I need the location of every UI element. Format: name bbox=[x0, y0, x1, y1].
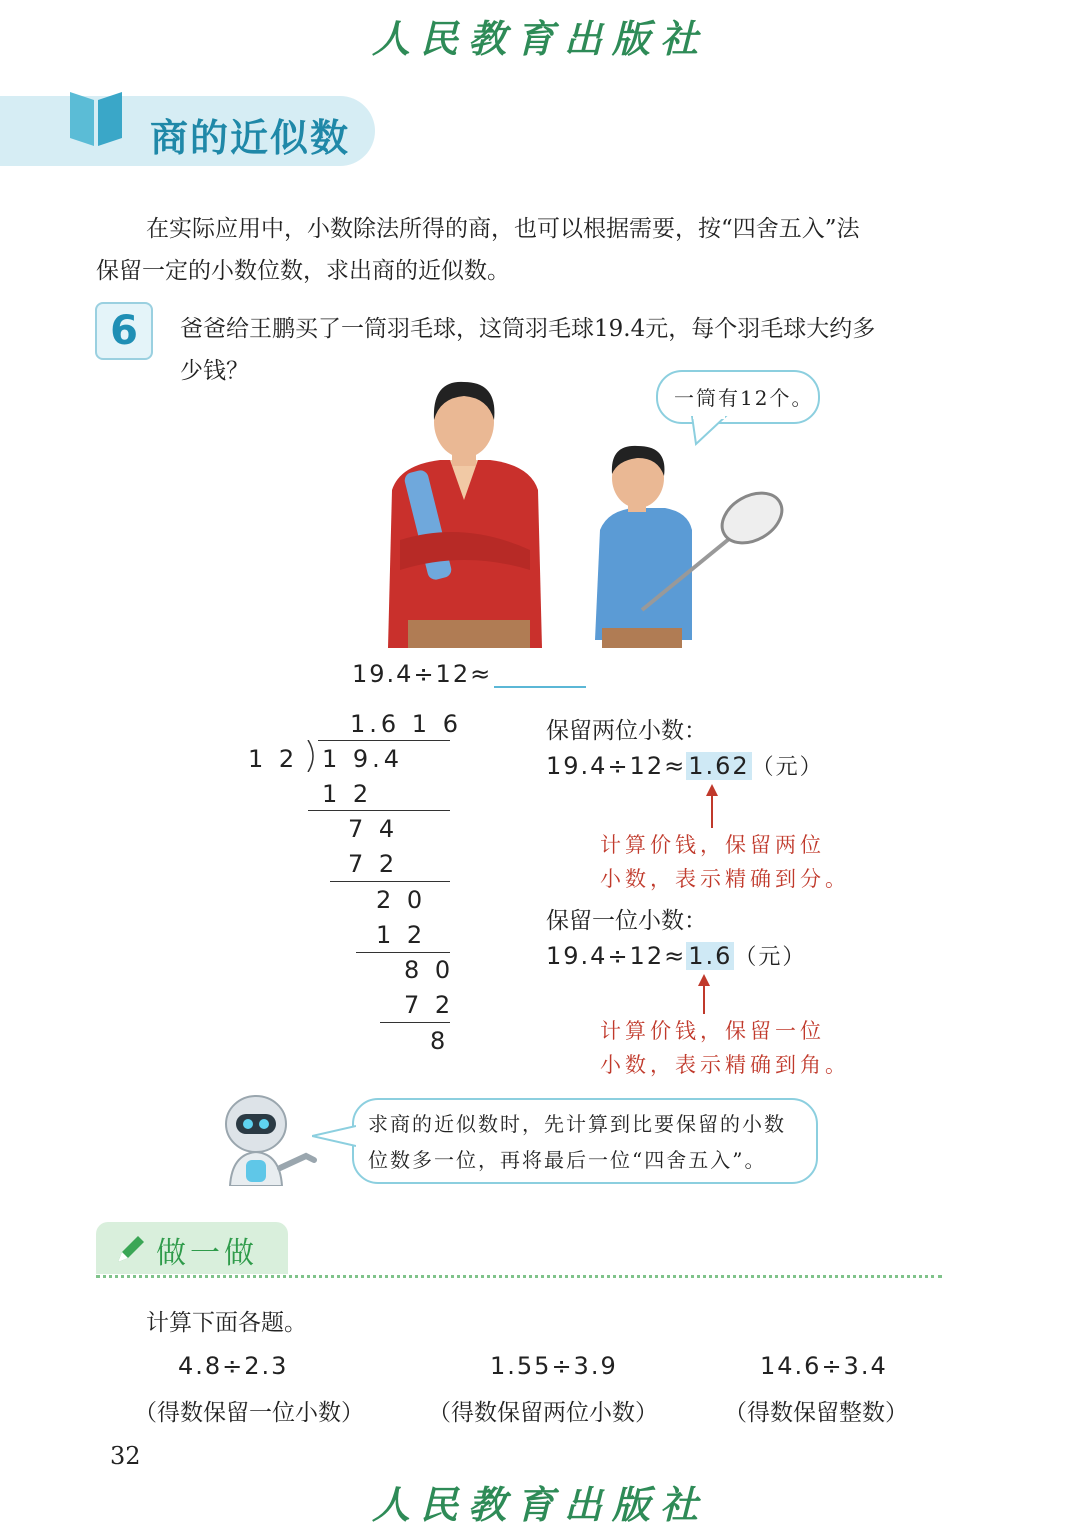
round2-expr: 19.4÷12≈ bbox=[546, 752, 687, 780]
intro-line-2: 保留一定的小数位数，求出商的近似数。 bbox=[96, 258, 510, 284]
round2-equation bbox=[546, 750, 824, 781]
question-line-2: 少钱？ bbox=[180, 358, 249, 384]
boy-figure bbox=[595, 446, 791, 648]
division-step: 1 2 bbox=[322, 780, 373, 808]
speech-text: 一筒有12个。 bbox=[674, 386, 814, 410]
division-step: 7 2 bbox=[348, 850, 399, 878]
question-line-1: 爸爸给王鹏买了一筒羽毛球，这筒羽毛球19.4元，每个羽毛球大约多 bbox=[180, 316, 876, 342]
tip-line-1: 求商的近似数时，先计算到比要保留的小数 bbox=[368, 1112, 786, 1136]
round1-note-2: 小数，表示精确到角。 bbox=[600, 1053, 850, 1077]
round1-expr: 19.4÷12≈ bbox=[546, 942, 687, 970]
round2-unit: （元） bbox=[751, 755, 824, 780]
round1-note-1: 计算价钱，保留一位 bbox=[600, 1019, 825, 1043]
division-step: 7 4 bbox=[348, 815, 399, 843]
practice-expr-1: 4.8÷2.3 bbox=[178, 1352, 289, 1380]
practice-expr-2: 1.55÷3.9 bbox=[490, 1352, 618, 1380]
practice-note-3: （得数保留整数） bbox=[724, 1400, 908, 1426]
tip-line-2: 位数多一位，再将最后一位“四舍五入”。 bbox=[368, 1148, 767, 1172]
division-rule bbox=[356, 952, 450, 953]
practice-title: 做一做 bbox=[156, 1236, 258, 1271]
book-icon bbox=[66, 86, 126, 150]
round1-unit: （元） bbox=[734, 945, 807, 970]
intro-line-1: 在实际应用中，小数除法所得的商，也可以根据需要，按“四舍五入”法 bbox=[146, 216, 860, 242]
practice-note-2: （得数保留两位小数） bbox=[428, 1400, 658, 1426]
division-rule bbox=[330, 881, 450, 882]
round1-result: 1.6 bbox=[688, 942, 733, 970]
page-number: 32 bbox=[110, 1442, 141, 1470]
equation: 19.4÷12≈ bbox=[352, 660, 493, 688]
division-step: 8 0 bbox=[404, 956, 455, 984]
round2-label: 保留两位小数： bbox=[546, 718, 707, 744]
example-number-badge: 6 bbox=[95, 302, 153, 360]
robot-icon bbox=[218, 1090, 318, 1186]
practice-instruction: 计算下面各题。 bbox=[146, 1310, 307, 1336]
publisher-footer: 人民教育出版社 bbox=[371, 1482, 708, 1527]
division-step: 2 0 bbox=[376, 886, 427, 914]
round1-arrow bbox=[696, 974, 712, 1014]
father-figure bbox=[388, 382, 542, 648]
round2-result: 1.62 bbox=[688, 752, 750, 780]
round1-equation bbox=[546, 940, 806, 971]
practice-note-1: （得数保留一位小数） bbox=[134, 1400, 364, 1426]
division-remainder: 8 bbox=[430, 1027, 450, 1055]
round2-note-1: 计算价钱，保留两位 bbox=[600, 833, 825, 857]
division-step: 1 2 bbox=[376, 921, 427, 949]
division-rule bbox=[308, 810, 450, 811]
round1-label: 保留一位小数： bbox=[546, 908, 707, 934]
pencil-icon bbox=[114, 1232, 148, 1266]
division-bracket bbox=[306, 740, 320, 772]
division-quotient: 1.6 1 6 bbox=[350, 710, 462, 738]
practice-expr-3: 14.6÷3.4 bbox=[760, 1352, 888, 1380]
round2-arrow bbox=[704, 784, 720, 828]
division-divisor: 1 2 bbox=[248, 745, 299, 773]
practice-divider bbox=[96, 1275, 942, 1278]
round2-note-2: 小数，表示精确到分。 bbox=[600, 867, 850, 891]
section-title: 商的近似数 bbox=[150, 116, 351, 160]
father-son-illustration bbox=[380, 380, 800, 648]
division-dividend: 1 9.4 bbox=[322, 745, 404, 773]
tip-bubble-tail bbox=[312, 1124, 356, 1150]
division-bar bbox=[318, 740, 450, 741]
answer-blank bbox=[494, 686, 586, 688]
division-rule bbox=[380, 1022, 450, 1023]
publisher-header: 人民教育出版社 bbox=[371, 16, 708, 61]
division-step: 7 2 bbox=[404, 991, 455, 1019]
